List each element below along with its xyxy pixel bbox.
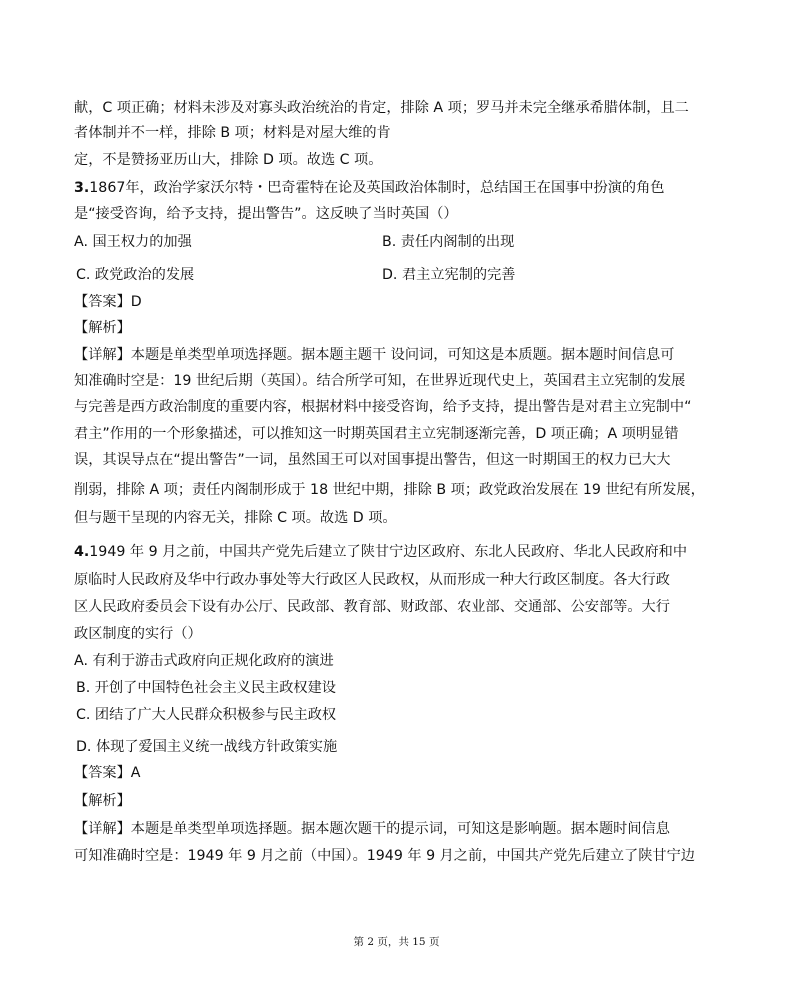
question-3-analysis-label: 【解析】 [74, 320, 131, 336]
question-4-analysis-label: 【解析】 [74, 793, 131, 809]
question-3-detail-line: 知准确时空是：19 世纪后期（英国）。结合所学可知，在世界近现代史上，英国君主立宪制的发展 [74, 373, 686, 389]
question-4-stem-line: 原临时人民政府及华中行政办事处等大行政区人民政权，从而形成一种大行政区制度。各大行政 [74, 572, 670, 588]
question-4-detail-line: 可知准确时空是：1949 年 9 月之前（中国）。1949 年 9 月之前，中国共产党先后建立了陕甘宁边 [74, 848, 695, 864]
question-3-option-d: D. 君主立宪制的完善 [382, 267, 516, 283]
prev-answer-line-2: 者体制并不一样，排除 B 项；材料是对屋大维的肯 [74, 125, 391, 141]
question-4-option-d: D. 体现了爱国主义统一战线方针政策实施 [76, 739, 338, 755]
question-4-stem-line: 4.1949 年 9 月之前，中国共产党先后建立了陕甘宁边区政府、东北人民政府、华北人民政府和中 [74, 544, 688, 560]
question-3-detail-line: 【详解】本题是单类型单项选择题。据本题主题干 设问词，可知这是本质题。据本题时间信息可 [74, 347, 675, 363]
prev-answer-line-3: 定，不是赞扬亚历山大，排除 D 项。故选 C 项。 [74, 152, 383, 168]
question-4-option-c: C. 团结了广大人民群众积极参与民主政权 [76, 707, 337, 723]
question-4-stem-line: 政区制度的实行（） [74, 626, 202, 642]
question-3-detail-line: 误，其误导点在“提出警告”一词，虽然国王可以对国事提出警告，但这一时期国王的权力已大大 [74, 452, 671, 468]
question-3-option-b: B. 责任内阁制的出现 [382, 234, 515, 250]
question-3-detail-line: 与完善是西方政治制度的重要内容，根据材料中接受咨询，给予支持，提出警告是对君主立宪制中“ [74, 399, 692, 415]
question-3-stem-line-1: 3.1867年，政治学家沃尔特・巴奇霍特在论及英国政治体制时，总结国王在国事中扮演的角色 [74, 180, 665, 196]
question-3-option-a: A. 国王权力的加强 [74, 234, 192, 250]
question-3-option-c: C. 政党政治的发展 [76, 267, 195, 283]
question-4-stem-line: 区人民政府委员会下设有办公厅、民政部、教育部、财政部、农业部、交通部、公安部等。大行 [74, 599, 670, 615]
question-3-stem-line-2: 是“接受咨询，给予支持，提出警告”。这反映了当时英国（） [74, 206, 458, 222]
question-4-option-b: B. 开创了中国特色社会主义民主政权建设 [76, 680, 336, 696]
question-3-detail-line: 但与题干呈现的内容无关，排除 C 项。故选 D 项。 [74, 510, 397, 526]
question-4-detail-line: 【详解】本题是单类型单项选择题。据本题次题干的提示词，可知这是影响题。据本题时间信息 [74, 821, 670, 837]
question-3-detail-line: 削弱，排除 A 项；责任内阁制形成于 18 世纪中期，排除 B 项；政党政治发展在 19 世纪有所发展， [74, 482, 705, 498]
question-3-answer: 【答案】D [74, 294, 142, 310]
question-4-number: 4. [74, 544, 90, 560]
question-3-detail-line: 君主”作用的一个形象描述，可以推知这一时期英国君主立宪制逐渐完善，D 项正确；A 项明显错 [74, 426, 679, 442]
question-4-option-a: A. 有利于游击式政府向正规化政府的演进 [74, 653, 334, 669]
question-3-number: 3. [74, 180, 90, 196]
question-4-answer: 【答案】A [74, 765, 141, 781]
prev-answer-line-1: 献，C 项正确；材料未涉及对寡头政治统治的肯定，排除 A 项；罗马并未完全继承希腊体制，且二 [74, 100, 689, 116]
page-footer: 第 2 页，共 15 页 [353, 936, 440, 948]
